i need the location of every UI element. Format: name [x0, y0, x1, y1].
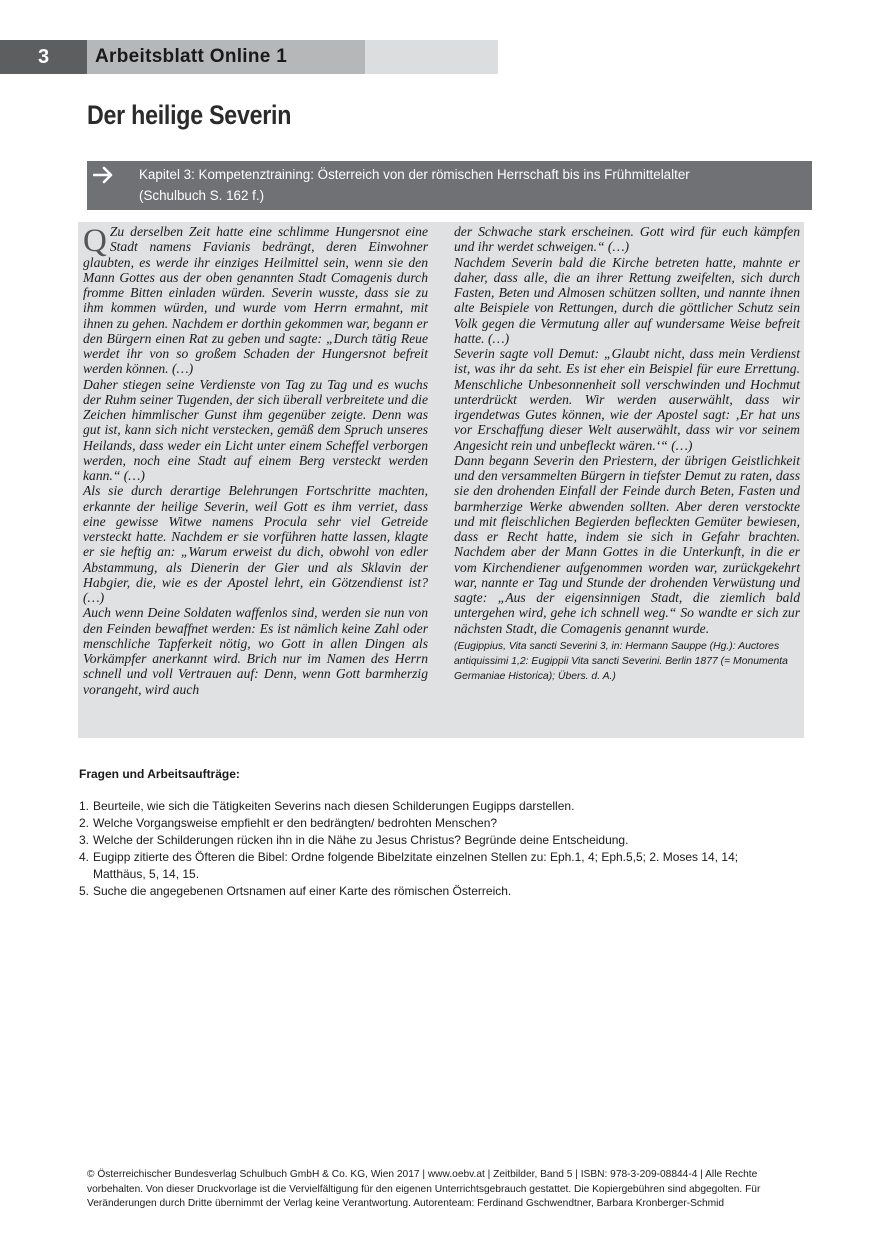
- source-paragraph: Auch wenn Deine Soldaten waffenlos sind, werden sie nun von den Feinden bewaffnet werden: Es ist nämlich keine Zahl oder menschliche Tapferkeit nötig, wo Gott in allen Dingen als Vorkämpfer anerkannt wird. Brich nur im Namen des Herrn schnell und voll Vertrauen auf: Denn, wenn Gott barmherzig vorangeht, wird auch: [83, 605, 428, 697]
- copyright-footer: © Österreichischer Bundesverlag Schulbuch GmbH & Co. KG, Wien 2017 | www.oebv.at | Zeitbilder, Band 5 | ISBN: 978-3-209-08844-4 | Alle Rechte vorbehalten. Von dieser Druckvorlage ist die Vervielfältigung für den eigenen Unterrichtsgebrauch gestattet. Die Kopiergebühren sind abgegolten. Für Veränderungen durch Dritte übernimmt der Verlag keine Verantwortung. Autorenteam: Ferdinand Gschwendtner, Barbara Kronberger-Schmid: [87, 1169, 761, 1209]
- source-text-box: [78, 222, 804, 738]
- question-text: Welche Vorgangsweise empfiehlt er den bedrängten/ bedrohten Menschen?: [93, 816, 498, 830]
- questions-list: [79, 798, 779, 900]
- sheet-title: Arbeitsblatt Online 1: [87, 40, 365, 74]
- chapter-line-1: Kapitel 3: Kompetenztraining: Österreich von der römischen Herrschaft bis ins Frühmittelalter: [139, 167, 690, 182]
- question-number: 3.: [79, 833, 90, 847]
- question-number: 4.: [79, 850, 90, 864]
- question-text: Welche der Schilderungen rücken ihn in die Nähe zu Jesus Christus? Begründe deine Entscheidung.: [93, 833, 629, 847]
- source-paragraph: Als sie durch derartige Belehrungen Fortschritte machten, erkannte der heilige Severin, weil Gott es ihm verriet, dass eine gewisse Witwe namens Procula sehr viel Getreide versteckt hatte. Nachdem er sie vorführen hatte lassen, klagte er sie heftig an: „Warum erweist du dich, obwohl von edler Abstammung, als Dienerin der Gier und als Sklavin der Habgier, die, wie es der Apostel lehrt, ein Götzendienst ist? (…): [83, 483, 428, 605]
- source-paragraph: Nachdem Severin bald die Kirche betreten hatte, mahnte er daher, dass alle, die an ihrer Rettung zweifelten, sich durch Fasten, Beten und Almosen schützen sollten, und nannte ihnen alte Beispiele von Rettungen, durch die göttlicher Schutz sein Volk gegen die Vermutung aller auf wundersame Weise befreit hatte. (…): [454, 254, 800, 346]
- page-title: Der heilige Severin: [87, 100, 292, 130]
- source-citation: (Eugippius, Vita sancti Severini 3, in: Hermann Sauppe (Hg.): Auctores antiquissimi 1,2: Eugippii Vita sancti Severini. Berlin 1877 (= Monumenta Germaniae Historica); Übers. d. A.): [454, 640, 788, 682]
- source-paragraph: Daher stiegen seine Verdienste von Tag zu Tag und es wuchs der Ruhm seiner Tugenden, der sich überall verbreitete und die Zeichen himmlischer Gunst ihm gegenüber zeigte. Denn was gut ist, kann sich nicht verstecken, gemäß dem Spruch unseres Heilands, dass weder ein Licht unter einem Scheffel verborgen werden, noch eine Stadt auf einem Berg versteckt werden kann.“ (…): [83, 376, 428, 483]
- header-bar: [0, 40, 498, 74]
- source-paragraph: der Schwache stark erscheinen. Gott wird für euch kämpfen und ihr werdet schweigen.“ (…): [454, 224, 800, 255]
- questions-heading: Fragen und Arbeitsaufträge:: [79, 767, 240, 781]
- question-item: [79, 883, 779, 900]
- question-number: 2.: [79, 816, 90, 830]
- source-paragraph: Dann begann Severin den Priestern, der übrigen Geistlichkeit und den versammelten Bürgern in tiefster Demut zu raten, dass sie den drohenden Einfall der Feinde durch Beten, Fasten und barmherzige Werke abwenden sollten. Aber deren verstockte und mit fleischlichen Begierden befleckten Gemüter bewiesen, dass er Recht hatte, indem sie sich in Gefahr brachten. Nachdem aber der Mann Gottes in die Unterkunft, in die er vom Kirchendiener aufgenommen worden war, zurückgekehrt war, nannte er Tag und Stunde der drohenden Verwüstung und sagte: „Aus der eigensinnigen Stadt, die ziemlich bald untergehen wird, gehe ich schnell weg.“ So wandte er sich zur nächsten Stadt, die Comagenis genannt wurde.: [454, 452, 800, 636]
- question-number: 5.: [79, 884, 90, 898]
- source-paragraph: Q Zu derselben Zeit hatte eine schlimme Hungersnot eine Stadt namens Favianis bedrängt, deren Einwohner glaubten, es werde ihr einziges Heilmittel sein, wenn sie den Mann Gottes aus der oben genannten Stadt Comagenis durch fromme Bitten einladen würden. Severin wusste, dass sie zu ihm kommen würden, und wurde vom Herrn ermahnt, mit ihnen zu gehen. Nachdem er dorthin gekommen war, begann er den Bürgern einen Rat zu geben und sagte: „Durch tätig Reue werdet ihr von so großem Schaden der Hungersnot befreit werden können. (…): [83, 223, 428, 377]
- header-bar-tail: [365, 40, 498, 74]
- question-number: 1.: [79, 799, 90, 813]
- chapter-reference: [87, 161, 812, 210]
- question-item: [79, 849, 779, 883]
- question-item: [79, 832, 779, 849]
- source-column-left: [83, 224, 428, 697]
- question-text: Suche die angegebenen Ortsnamen auf einer Karte des römischen Österreich.: [93, 884, 512, 898]
- question-item: [79, 815, 779, 832]
- chapter-line-2: (Schulbuch S. 162 f.): [139, 188, 265, 203]
- arrow-right-icon: [93, 165, 115, 185]
- question-text: Beurteile, wie sich die Tätigkeiten Severins nach diesen Schilderungen Eugipps darstellen.: [93, 799, 575, 813]
- source-column-right: [454, 224, 800, 684]
- question-item: [79, 798, 779, 815]
- question-text: Eugipp zitierte des Öfteren die Bibel: Ordne folgende Bibelzitate einzelnen Stellen zu: Eph.1, 4; Eph.5,5; 2. Moses 14, 14; Matthäus, 5, 14, 15.: [93, 850, 739, 881]
- page-number: 3: [0, 40, 87, 74]
- source-paragraph: Severin sagte voll Demut: „Glaubt nicht, dass mein Verdienst ist, was ihr da seht. Es ist eher ein Beispiel für eure Errettung. Menschliche Unbesonnenheit soll verschwinden und Hochmut unterdrückt werden. Wir werden auserwählt, dass wir irgendetwas Gutes können, wie der Apostel sagt: ‚Er hat uns vor Erschaffung dieser Welt auserwählt, dass wir vor seinem Angesicht rein und unbefleckt wären.‘“ (…): [454, 346, 800, 453]
- chapter-text: [139, 164, 804, 206]
- source-dropcap: Q: [83, 223, 107, 259]
